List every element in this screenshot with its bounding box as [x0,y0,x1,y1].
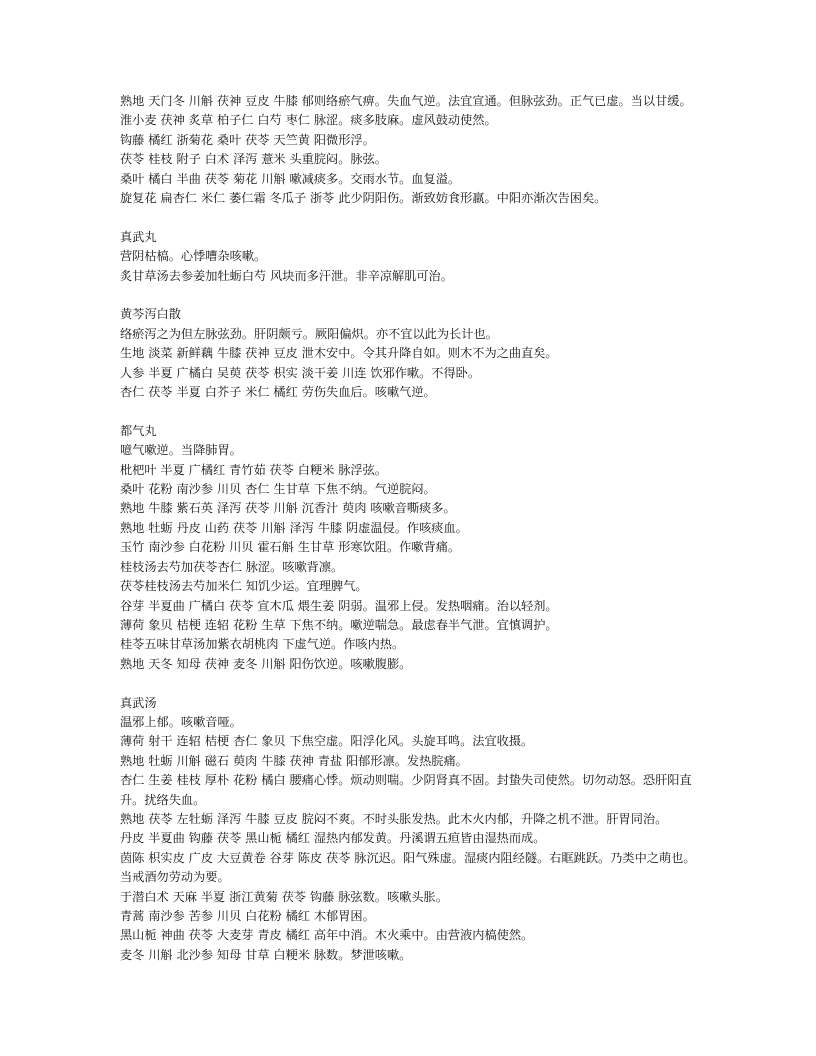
text-line: 茯苓桂枝汤去芍加米仁 知饥少运。宜理脾气。 [120,579,368,594]
text-line: 青蒿 南沙参 苦参 川贝 白花粉 橘红 木郁胃困。 [120,909,375,923]
text-line: 温邪上郁。咳嗽音哑。 [120,714,242,729]
text-line: 旋复花 扁杏仁 米仁 萎仁霜 冬瓜子 浙苓 此少阴阳伤。渐致妨食形羸。中阳亦渐次告困矣。 [120,191,607,206]
text-line: 茵陈 枳实皮 广皮 大豆黄卷 谷芽 陈皮 茯苓 脉沉迟。阳气殊虚。湿痰内阻经隧。右眶跳跃。乃类中之萌也。当戒酒勿劳动为要。 [120,850,696,885]
text-line: 桑叶 花粉 南沙参 川贝 杏仁 生甘草 下焦不纳。气逆脘闷。 [120,482,436,497]
text-line: 丹皮 半夏曲 钩藤 茯苓 黑山栀 橘红 湿热内郁发黄。丹溪谓五疸皆由湿热而成。 [120,831,546,846]
text-line: 桂枝汤去芍加茯苓杏仁 脉涩。咳嗽背凛。 [120,559,344,574]
text-section [120,694,700,966]
text-section [120,92,700,208]
text-line: 熟地 牛膝 紫石英 泽泻 茯苓 川斛 沉香汁 萸肉 咳嗽音嘶痰多。 [120,501,456,516]
text-line: 桑叶 橘白 半曲 茯苓 菊花 川斛 嗽减痰多。交雨水节。血复溢。 [120,171,461,186]
text-line: 茯苓 桂枝 附子 白术 泽泻 薏米 头重脘闷。脉弦。 [120,152,387,167]
text-line: 都气丸 [120,423,157,438]
text-section [120,305,700,402]
text-line: 炙甘草汤去参姜加牡蛎白芍 风块而多汗泄。非辛凉解肌可治。 [120,268,453,283]
text-line: 谷芽 半夏曲 广橘白 茯苓 宣木瓜 煨生姜 阴弱。温邪上侵。发热咽痛。治以轻剂。 [120,598,558,613]
text-section [120,228,700,286]
text-line: 薄荷 象贝 桔梗 连轺 花粉 生草 下焦不纳。嗽逆喘急。最虑春半气泄。宜慎调护。 [120,617,558,632]
text-line: 络瘀泻之为但左脉弦劲。肝阴颇亏。厥阳偏炽。亦不宜以此为长计也。 [120,326,498,341]
text-line: 杏仁 生姜 桂枝 厚朴 花粉 橘白 腰痛心悸。烦动则喘。少阴肾真不固。封蛰失司使然。切勿动怒。恐肝阳直升。扰络失血。 [120,773,692,807]
text-line: 熟地 茯苓 左牡蛎 泽泻 牛膝 豆皮 脘闷不爽。不时头胀发热。此木火内郁，升降之机不泄。肝胃同治。 [120,811,668,826]
text-line: 桂苓五味甘草汤加紫衣胡桃肉 下虚气逆。作咳内热。 [120,637,405,652]
text-line: 熟地 天冬 知母 茯神 麦冬 川斛 阳伤饮逆。咳嗽腹膨。 [120,656,412,671]
text-line: 于潜白术 天麻 半夏 浙江黄菊 茯苓 钩藤 脉弦数。咳嗽头胀。 [120,889,448,904]
text-line: 营阴枯槁。心悸嘈杂咳嗽。 [120,249,267,264]
text-line: 薄荷 射干 连轺 桔梗 杏仁 象贝 下焦空虚。阳浮化风。头旋耳鸣。法宜收摄。 [120,734,534,749]
text-line: 麦冬 川斛 北沙参 知母 甘草 白粳米 脉数。梦泄咳嗽。 [120,947,412,962]
text-line: 钩藤 橘红 浙菊花 桑叶 茯苓 天竺黄 阳微形浮。 [120,132,375,147]
text-line: 熟地 牡蛎 丹皮 山药 茯苓 川斛 泽泻 牛膝 阴虚温侵。作咳痰血。 [120,520,468,535]
text-line: 真武丸 [120,229,157,244]
text-line: 熟地 牡蛎 川斛 磁石 萸肉 牛膝 茯神 青盐 阳郁形凛。发热脘痛。 [120,753,468,768]
document-page [120,92,700,985]
text-line: 杏仁 茯苓 半夏 白芥子 米仁 橘红 劳伤失血后。咳嗽气逆。 [120,385,436,400]
text-line: 玉竹 南沙参 白花粉 川贝 霍石斛 生甘草 形寒饮阻。作嗽背痛。 [120,540,461,555]
text-line: 真武汤 [120,695,157,710]
text-line: 人参 半夏 广橘白 吴萸 茯苓 枳实 淡干姜 川连 饮邪作嗽。不得卧。 [120,365,481,380]
text-line: 生地 淡菜 新鲜藕 牛膝 茯神 豆皮 泄木安中。令其升降自如。则木不为之曲直矣。 [120,346,558,361]
text-line: 熟地 天门冬 川斛 茯神 豆皮 牛膝 郁则络瘀气痹。失血气逆。法宜宣通。但脉弦劲。正气已虚。当以甘缓。 [120,94,692,108]
text-line: 噫气嗽逆。当降肺胃。 [120,443,242,458]
text-line: 黄芩泻白散 [120,307,181,322]
text-line: 淮小麦 茯神 炙草 柏子仁 白芍 枣仁 脉涩。痰多肢麻。虚风鼓动使然。 [120,113,497,128]
text-line: 枇杷叶 半夏 广橘红 青竹茹 茯苓 白粳米 脉浮弦。 [120,462,387,477]
text-section [120,422,700,674]
text-line: 黑山栀 神曲 茯苓 大麦芽 青皮 橘红 高年中消。木火乘中。由营液内槁使然。 [120,928,534,943]
